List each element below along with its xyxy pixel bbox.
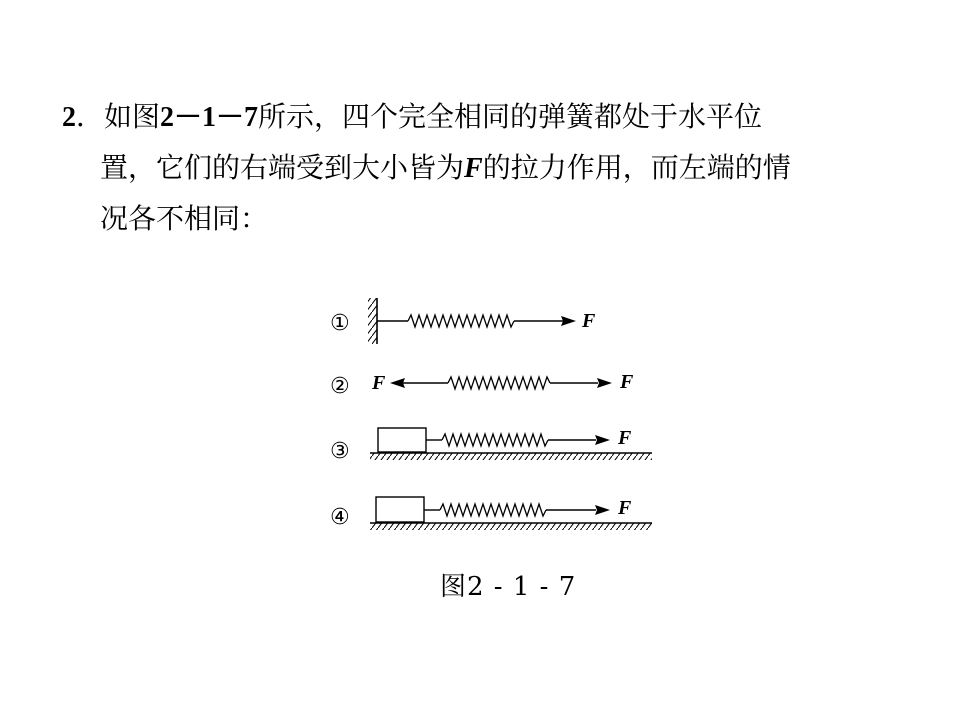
spring-row-1 [330,298,596,344]
force-arrow-right [550,378,612,388]
spring [448,377,550,389]
force-arrow-right [548,435,610,445]
force-arrow-right [561,316,576,326]
row-marker-3: ③ [330,439,350,464]
block [378,428,426,452]
spring-row-3 [330,427,652,464]
spring-row-4 [330,497,652,530]
wall [368,298,377,344]
spring [424,504,546,516]
spring [377,315,562,327]
force-symbol: F [464,153,483,184]
force-label-right: F [582,310,596,332]
spring [426,434,548,446]
row-marker-4: ④ [330,505,350,530]
figure-caption: 图2 - 1 - 7 [440,572,577,602]
force-arrow-right [546,505,610,515]
force-label-right: F [618,497,632,519]
problem-line-3: 况各不相同： [100,202,269,235]
spring-row-2 [330,371,634,399]
problem-number: 2 [62,102,76,133]
problem-line-1: 2．如图2－1－7所示，四个完全相同的弹簧都处于水平位 [62,100,763,133]
block [376,497,424,522]
force-label-left: F [372,372,386,394]
ground-surface [370,523,652,530]
row-marker-1: ① [330,311,350,336]
ground-surface [370,453,652,460]
force-label-right: F [620,371,634,393]
force-label-right: F [618,427,632,449]
figure-reference: 2－1－7 [160,102,259,133]
row-marker-2: ② [330,374,350,399]
force-arrow-left [390,378,448,388]
problem-line-2: 置，它们的右端受到大小皆为F的拉力作用，而左端的情 [100,151,791,184]
